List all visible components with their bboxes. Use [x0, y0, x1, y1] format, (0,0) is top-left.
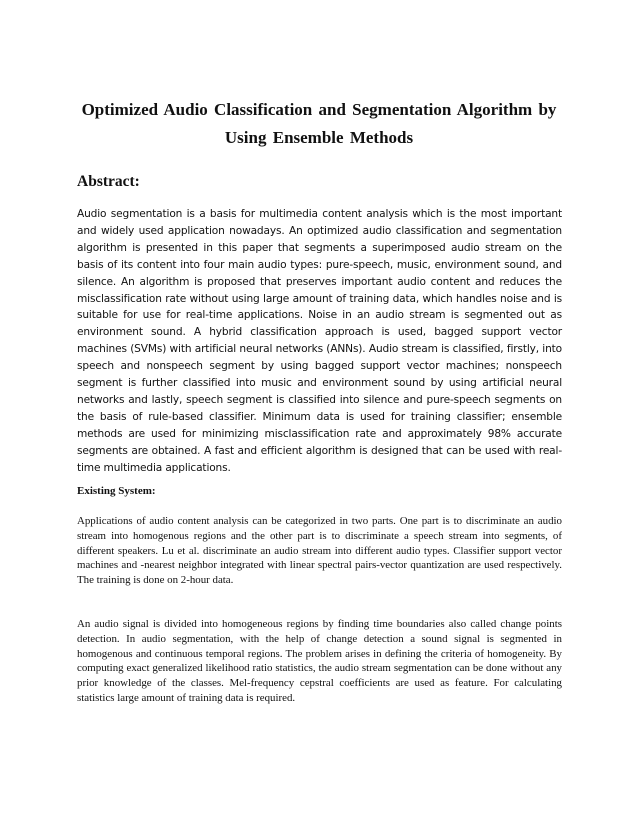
abstract-paragraph: Audio segmentation is a basis for multimedia content analysis which is the most important and widely used application nowadays. An optimized audio classification and segmentation algorithm is presented in this paper that segments a superimposed audio stream on the basis of its content into four main audio types: pure-speech, music, environment sound, and silence. An algorithm is proposed that preserves important audio content and reduces the misclassification rate without using large amount of training data, which handles noise and is suitable for use for real-time applications. Noise in an audio stream is segmented out as environment sound. A hybrid classification approach is used, bagged support vector machines (SVMs) with artificial neural networks (ANNs). Audio stream is classified, firstly, into speech and nonspeech segment by using bagged support vector machines; nonspeech segment is further classified into music and environment sound by using artificial neural networks and lastly, speech segment is classified into silence and pure-speech segments on the basis of rule-based classifier. Minimum data is used for training classifier; ensemble methods are used for minimizing misclassification rate and approximately 98% accurate segments are obtained. A fast and efficient algorithm is designed that can be used with real-time multimedia applications. — [77, 208, 562, 474]
document-title — [60, 96, 578, 152]
existing-system-paragraph-2: An audio signal is divided into homogeneous regions by finding time boundaries also called change points detection. In audio segmentation, with the help of change detection a sound signal is segmented in homogenous and continuous temporal regions. The problem arises in defining the criteria of homogeneity. By computing exact generalized likelihood ratio statistics, the audio stream segmentation can be done without any prior knowledge of the classes. Mel-frequency cepstral coefficients are used as feature. For calculating statistics large amount of training data is required. — [77, 618, 562, 704]
abstract-heading: Abstract: — [77, 173, 140, 190]
title-line-2: Using Ensemble Methods — [224, 128, 414, 147]
title-line-1: Optimized Audio Classification and Segmentation Algorithm by — [81, 100, 557, 119]
existing-system-paragraph-1: Applications of audio content analysis can be categorized in two parts. One part is to discriminate an audio stream into homogenous regions and the other part is to discriminate a speech stream into segments, of different speakers. Lu et al. discriminate an audio stream into different audio types. Classifier support vector machines and -nearest neighbor integrated with linear spectral pairs-vector quantization are used respectively. The training is done on 2-hour data. — [77, 515, 562, 587]
existing-system-heading: Existing System: — [77, 485, 156, 497]
